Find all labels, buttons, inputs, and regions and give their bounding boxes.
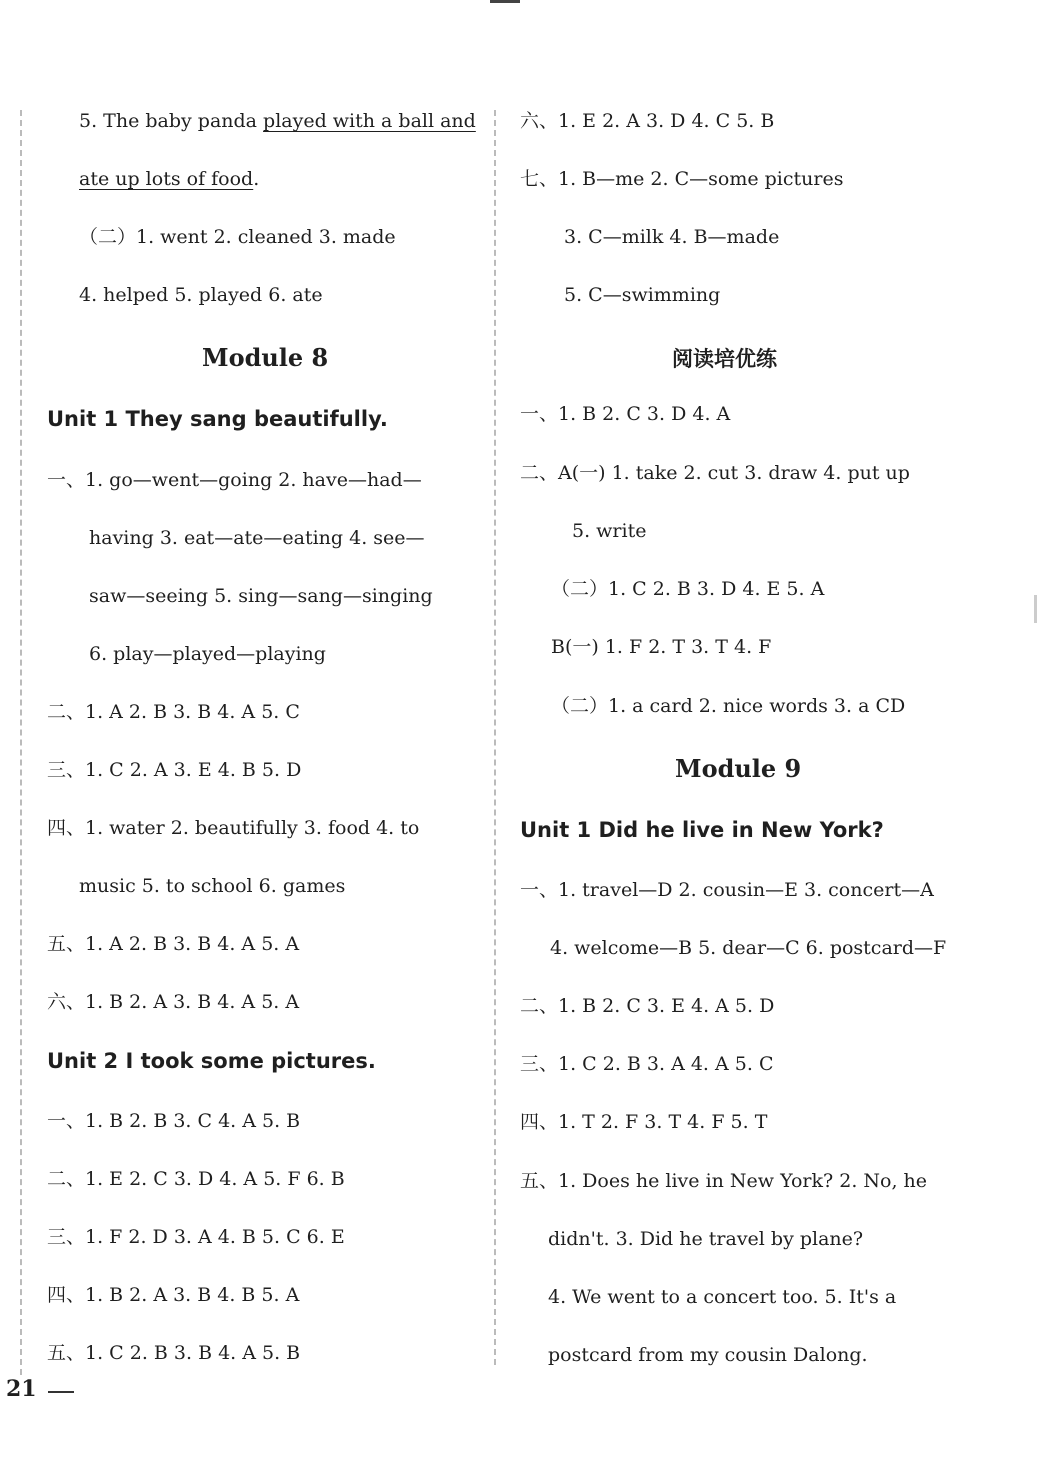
answer-line: [79, 109, 476, 133]
module-heading: Module 8: [202, 343, 329, 372]
answer-text: 5. The baby panda: [79, 110, 264, 132]
answer-line: 二、1. A 2. B 3. B 4. A 5. C: [47, 701, 300, 723]
left-margin-rule: [20, 110, 22, 1375]
answer-line: 六、1. E 2. A 3. D 4. C 5. B: [520, 110, 775, 132]
answer-text: .: [253, 168, 260, 190]
answer-line: 6. play—played—playing: [89, 643, 326, 665]
answer-line: 六、1. B 2. A 3. B 4. A 5. A: [47, 991, 300, 1013]
answer-line: 三、1. C 2. B 3. A 4. A 5. C: [520, 1053, 774, 1075]
answer-line: 二、A(一) 1. take 2. cut 3. draw 4. put up: [520, 462, 910, 484]
answer-line: [79, 167, 259, 191]
answer-line: 七、1. B—me 2. C—some pictures: [520, 168, 844, 190]
answer-line: 四、1. T 2. F 3. T 4. F 5. T: [520, 1111, 768, 1133]
answer-line: 一、1. travel—D 2. cousin—E 3. concert—A: [520, 879, 934, 901]
answer-line: 5. write: [572, 520, 647, 542]
unit-heading: Unit 2 I took some pictures.: [47, 1049, 376, 1073]
underlined-answer: ate up lots of food: [79, 168, 254, 190]
answer-line: 五、1. C 2. B 3. B 4. A 5. B: [47, 1342, 301, 1364]
answer-line: 四、1. water 2. beautifully 3. food 4. to: [47, 817, 420, 839]
answer-line: 5. C—swimming: [564, 284, 721, 306]
answer-line: having 3. eat—ate—eating 4. see—: [89, 527, 425, 549]
answer-line: postcard from my cousin Dalong.: [548, 1344, 868, 1366]
answer-line: 3. C—milk 4. B—made: [564, 226, 780, 248]
answer-line: （二）1. went 2. cleaned 3. made: [79, 226, 396, 248]
answer-line: 4. helped 5. played 6. ate: [79, 284, 323, 306]
answer-line: 五、1. Does he live in New York? 2. No, he: [520, 1170, 928, 1192]
answer-line: saw—seeing 5. sing—sang—singing: [89, 585, 433, 607]
answer-line: （二）1. a card 2. nice words 3. a CD: [551, 695, 906, 717]
column-divider: [494, 110, 496, 1365]
unit-heading: Unit 1 Did he live in New York?: [520, 818, 884, 842]
answer-line: （二）1. C 2. B 3. D 4. E 5. A: [551, 578, 825, 600]
answer-line: 一、1. B 2. C 3. D 4. A: [520, 403, 731, 425]
top-mark: [490, 0, 520, 3]
answer-line: 五、1. A 2. B 3. B 4. A 5. A: [47, 933, 300, 955]
answer-line: 二、1. E 2. C 3. D 4. A 5. F 6. B: [47, 1168, 345, 1190]
answer-line: didn't. 3. Did he travel by plane?: [548, 1228, 864, 1250]
answer-line: music 5. to school 6. games: [79, 875, 346, 897]
answer-line: 三、1. F 2. D 3. A 4. B 5. C 6. E: [47, 1226, 345, 1248]
answer-line: 二、1. B 2. C 3. E 4. A 5. D: [520, 995, 775, 1017]
answer-line: 四、1. B 2. A 3. B 4. B 5. A: [47, 1284, 300, 1306]
answer-line: 4. welcome—B 5. dear—C 6. postcard—F: [550, 937, 947, 959]
answer-line: 三、1. C 2. A 3. E 4. B 5. D: [47, 759, 302, 781]
page-number-dash: [48, 1391, 74, 1393]
answer-line: 一、1. B 2. B 3. C 4. A 5. B: [47, 1110, 301, 1132]
unit-heading: Unit 1 They sang beautifully.: [47, 407, 388, 431]
reading-practice-heading: 阅读培优练: [672, 347, 777, 371]
answer-line: 4. We went to a concert too. 5. It's a: [548, 1286, 897, 1308]
module-heading: Module 9: [675, 754, 802, 783]
underlined-answer: played with a ball and: [263, 110, 476, 132]
answer-line: B(一) 1. F 2. T 3. T 4. F: [551, 636, 772, 658]
page-number: 21: [6, 1376, 37, 1402]
answer-line: 一、1. go—went—going 2. have—had—: [47, 469, 422, 491]
